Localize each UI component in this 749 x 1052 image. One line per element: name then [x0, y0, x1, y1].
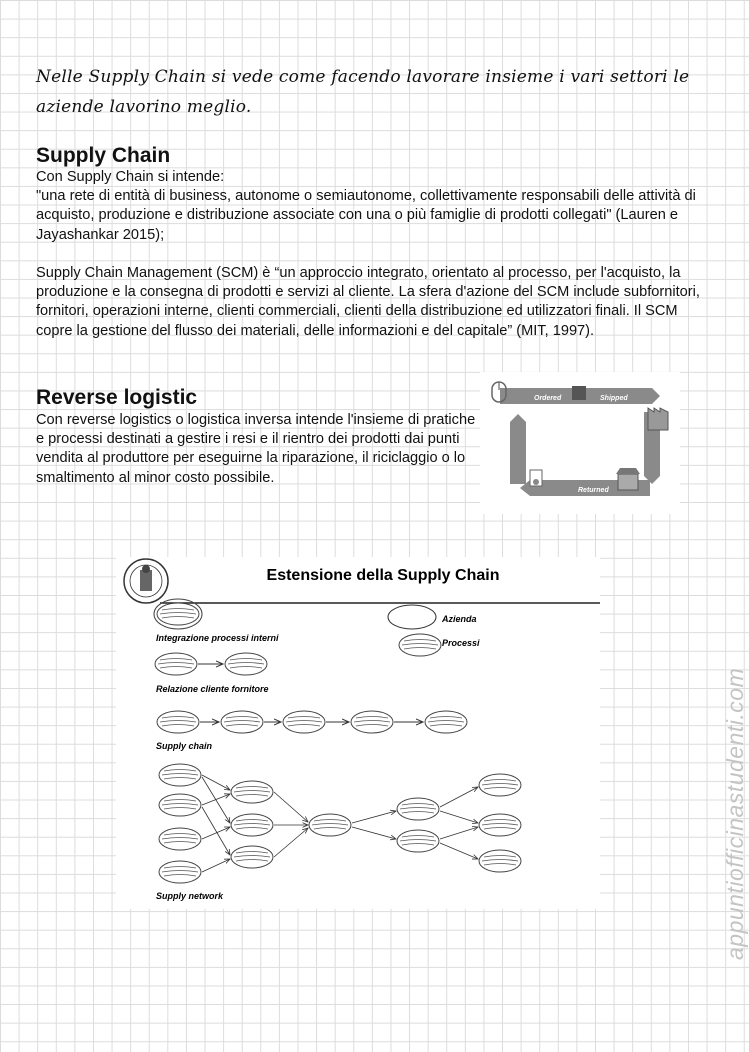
reverse-logistics-figure [480, 372, 680, 514]
label-supply-network: Supply network [156, 891, 224, 901]
label-supply-chain: Supply chain [156, 741, 213, 751]
watermark: appuntiofficinastudenti.com [722, 667, 748, 960]
label-relazione: Relazione cliente fornitore [156, 684, 269, 694]
factory-icon [648, 408, 668, 430]
reverse-logistic-paragraph: Con reverse logistics o logistica inversa intende l'insieme di pratiche e processi destinati a gestire i resi e il rientro dei prodotti dai punti vendita al produttore per eseguirne la riparazione, il riciclaggio o lo smaltimento al minor costo possibile. [36, 412, 476, 486]
store-icon [616, 468, 640, 490]
cycle-label-returned: Returned [578, 487, 609, 494]
flow-arrow-left [510, 414, 526, 484]
handwritten-note: Nelle Supply Chain si vede come facendo lavorare insieme i vari settori le aziende lavorino meglio. [36, 67, 690, 117]
university-seal-icon [124, 559, 168, 603]
legend-azienda-label: Azienda [442, 614, 477, 624]
scm-paragraph: Supply Chain Management (SCM) è “un approccio integrato, orientato al processo, per l'acquisto, la produzione e la consegna di prodotti e servizi al cliente. La sfera d'azione del SCM include subfornitori, fornitori, operazioni interne, clienti commerciali, clienti della distribuzione ed utilizzatori finali. Il SCM copre la gestione del flusso dei materiali, delle informazioni e del capitale” (MIT, 1997). [36, 265, 700, 339]
supply-chain-definition: Con Supply Chain si intende: "una rete di entità di business, autonome o semiautonome, collettivamente responsabili delle attività di acquisto, produzione e distribuzione associate con una o più famiglie di prodotti collegati" (Lauren e Jayashankar 2015); [36, 169, 696, 243]
label-integrazione: Integrazione processi interni [156, 633, 279, 643]
certificate-icon [530, 470, 542, 486]
supply-chain-extension-figure [116, 557, 600, 909]
cycle-label-shipped: Shipped [600, 395, 628, 402]
legend-processi-symbol [399, 634, 441, 656]
cycle-label-ordered: Ordered [534, 395, 562, 402]
legend-azienda-symbol [388, 605, 436, 629]
legend-processi-label: Processi [442, 638, 480, 648]
supply-chain-heading: Supply Chain [36, 144, 171, 167]
extension-title: Estensione della Supply Chain [266, 567, 500, 584]
box-icon [572, 386, 586, 400]
reverse-logistic-heading: Reverse logistic [36, 386, 198, 409]
